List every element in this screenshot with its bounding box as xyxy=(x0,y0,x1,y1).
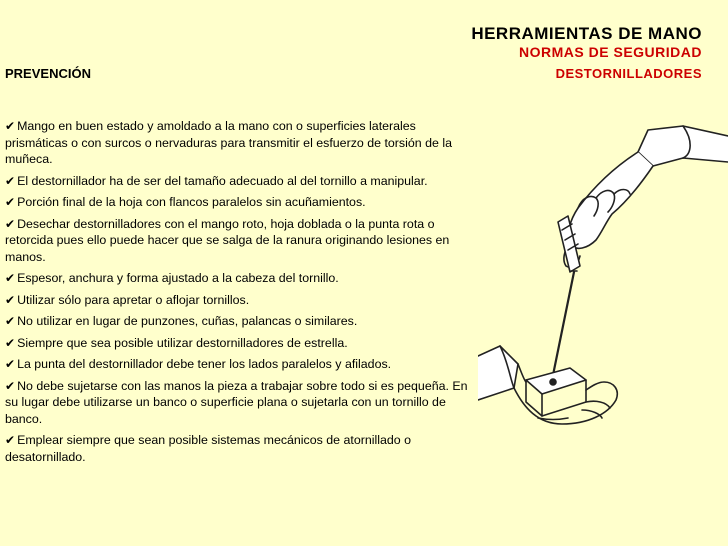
bullet-text: Espesor, anchura y forma ajustado a la cabeza del tornillo. xyxy=(17,271,339,285)
bullet-text: No utilizar en lugar de punzones, cuñas, palancas o similares. xyxy=(17,314,358,328)
section-title: PREVENCIÓN xyxy=(5,66,91,81)
bullet-text: Desechar destornilladores con el mango roto, hoja doblada o la punta rota o retorcida pues ello puede hacer que se salga de la ranura originando lesiones en manos. xyxy=(5,216,450,264)
checkmark-icon: ✔ xyxy=(5,216,16,231)
checkmark-icon: ✔ xyxy=(5,433,16,447)
checkmark-icon: ✔ xyxy=(5,195,16,209)
checkmark-icon: ✔ xyxy=(5,173,16,188)
bullet-text: No debe sujetarse con las manos la pieza a trabajar sobre todo si es pequeña. En su lugar debe utilizarse un banco o superficie plana o sujetarla con un tornillo de banco. xyxy=(5,378,468,426)
bullet-item xyxy=(5,432,471,465)
bullet-item xyxy=(5,270,471,287)
checkmark-icon: ✔ xyxy=(5,314,16,328)
checkmark-icon: ✔ xyxy=(5,119,16,133)
slide-subtitle: NORMAS DE SEGURIDAD xyxy=(519,44,702,60)
bullet-item xyxy=(5,292,471,309)
bullet-text: Mango en buen estado y amoldado a la mano con o superficies laterales prismáticas o con surcos o nervaduras para transmitir el esfuerzo de torsión de la muñeca. xyxy=(5,119,452,166)
bullet-item xyxy=(5,173,471,190)
checkmark-icon: ✔ xyxy=(5,357,16,371)
bullet-item xyxy=(5,356,471,373)
checkmark-icon: ✔ xyxy=(5,378,16,393)
slide-topic: DESTORNILLADORES xyxy=(555,66,702,81)
bullet-text: Porción final de la hoja con flancos paralelos sin acuñamientos. xyxy=(17,195,366,209)
bullet-text: El destornillador ha de ser del tamaño adecuado al del tornillo a manipular. xyxy=(17,173,428,188)
checkmark-icon: ✔ xyxy=(5,292,16,307)
bullet-text: Utilizar sólo para apretar o aflojar tornillos. xyxy=(17,292,250,307)
bullet-item xyxy=(5,378,471,428)
bullet-item xyxy=(5,194,471,211)
checkmark-icon: ✔ xyxy=(5,335,16,350)
bullet-item xyxy=(5,216,471,266)
bullet-text: Emplear siempre que sean posible sistemas mecánicos de atornillado o desatornillado. xyxy=(5,433,412,464)
bullet-item xyxy=(5,335,471,352)
checkmark-icon: ✔ xyxy=(5,271,16,285)
bullet-list xyxy=(5,118,471,470)
slide-title: HERRAMIENTAS DE MANO xyxy=(471,24,702,43)
bullet-text: Siempre que sea posible utilizar destornilladores de estrella. xyxy=(17,335,348,350)
bullet-item xyxy=(5,118,471,168)
screwdriver-hand-illustration xyxy=(478,118,728,428)
bullet-item xyxy=(5,313,471,330)
bullet-text: La punta del destornillador debe tener los lados paralelos y afilados. xyxy=(17,357,392,371)
